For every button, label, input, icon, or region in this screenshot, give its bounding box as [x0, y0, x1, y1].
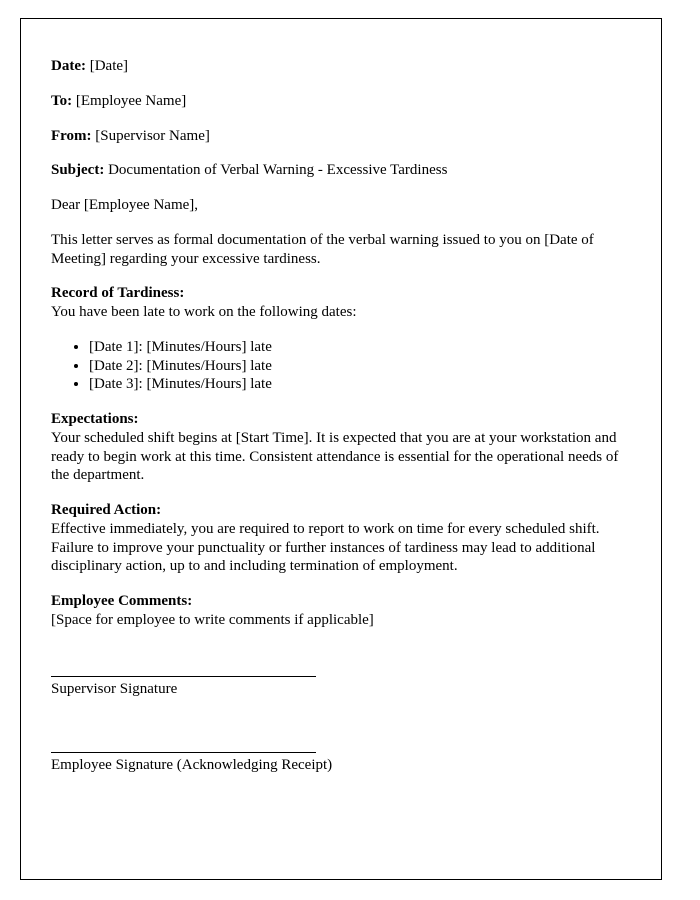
to-line	[51, 92, 631, 111]
to-label: To:	[51, 92, 73, 109]
date-value: [Date]	[89, 58, 129, 74]
from-value: [Supervisor Name]	[95, 127, 210, 144]
employee-signature-block	[51, 752, 631, 775]
supervisor-signature-label: Supervisor Signature	[51, 680, 178, 697]
intro-paragraph: This letter serves as formal documentation of the verbal warning issued to you on [Date of Meeting] regarding your excessive tardiness.	[51, 231, 594, 267]
expectations-section	[51, 410, 631, 485]
tardiness-list-item: • [Date 3]: [Minutes/Hours] late	[89, 375, 631, 394]
comments-heading: Employee Comments:	[51, 593, 193, 609]
expectations-heading: Expectations:	[51, 411, 139, 427]
date-label: Date:	[51, 58, 86, 74]
subject-line	[51, 161, 631, 180]
tardiness-list-item: • [Date 1]: [Minutes/Hours] late	[89, 338, 631, 357]
required-action-section	[51, 501, 631, 576]
subject-value: Documentation of Verbal Warning - Excessive Tardiness	[108, 162, 448, 179]
tardiness-list	[51, 338, 631, 394]
required-action-body: Effective immediately, you are required to report to work on time for every scheduled shift. Failure to improve your punctuality or further instances of tardiness may lead to additional disciplinary action, up to and including termination of employment.	[51, 520, 600, 575]
from-label: From:	[51, 127, 92, 144]
supervisor-signature-block	[51, 676, 631, 699]
salutation: Dear [Employee Name],	[51, 197, 199, 213]
tardiness-list-item: • [Date 2]: [Minutes/Hours] late	[89, 357, 631, 376]
expectations-body: Your scheduled shift begins at [Start Time]. It is expected that you are at your workstation and ready to begin work at this time. Consistent attendance is essential for the operational needs of the department.	[51, 429, 619, 484]
comments-body: [Space for employee to write comments if applicable]	[51, 611, 374, 628]
employee-signature-label: Employee Signature (Acknowledging Receipt)	[51, 757, 333, 774]
date-line	[51, 57, 631, 76]
to-value: [Employee Name]	[75, 92, 187, 109]
record-of-tardiness-section	[51, 284, 631, 322]
subject-label: Subject:	[51, 162, 105, 179]
from-line	[51, 127, 631, 146]
record-heading: Record of Tardiness:	[51, 285, 185, 302]
employee-signature-line	[51, 752, 316, 753]
supervisor-signature-line	[51, 676, 316, 677]
employee-comments-section	[51, 592, 631, 630]
record-intro: You have been late to work on the following dates:	[51, 304, 357, 320]
required-action-heading: Required Action:	[51, 502, 162, 518]
letter-page	[20, 18, 662, 880]
